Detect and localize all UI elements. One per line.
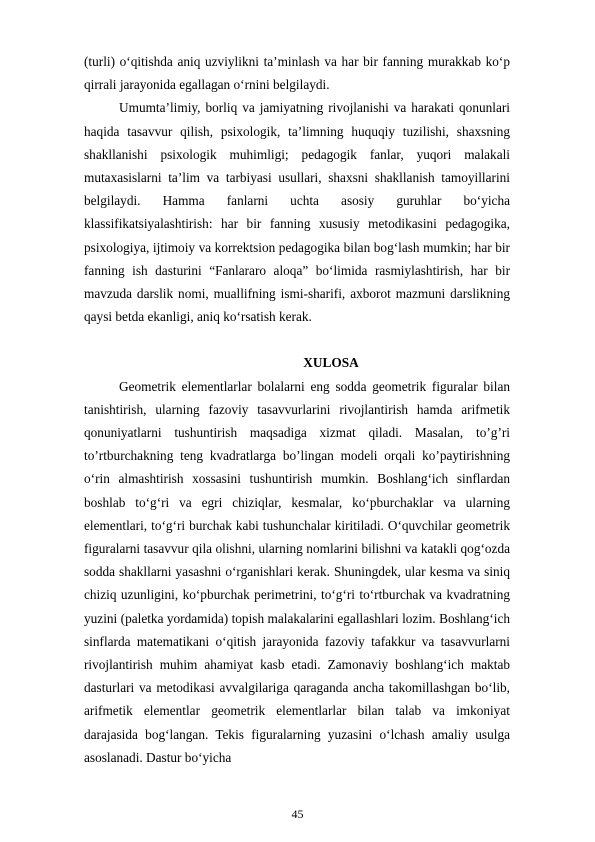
page-number: 45	[291, 807, 304, 821]
document-page	[84, 50, 510, 769]
paragraph-disciplines: Umumta’limiy, borliq va jamiyatning rivojlanishi va harakati qonunlari haqida tasavvur qilish, psixologik, ta’limning huquqiy tuzilishi, shaxsning shakllanishi psixologik muhimligi; pedagogik fanlar, yuqori malakali mutaxasislarni ta’lim va tarbiyasi usullari, shaxsni shakllanish tamoyillarini belgilaydi. Hamma fanlarni uchta asosiy guruhlar bo‘yicha klassifikatsiyalashtirish: har bir fanning xususiy metodikasini pedagogika, psixologiya, ijtimoiy va korrektsion pedagogika bilan bog‘lash mumkin; har bir fanning ish dasturini “Fanlararo aloqa” bo‘limida rasmiylashtirish, har bir mavzuda darslik nomi, muallifning ismi-sharifi, axborot mazmuni darslikning qaysi betda ekanligi, aniq ko‘rsatish kerak.	[84, 100, 510, 325]
paragraph-continuation: (turli) o‘qitishda aniq uzviylikni ta’minlash va har bir fanning murakkab ko‘p qirrali jarayonida egallagan o‘rnini belgilaydi.	[84, 54, 510, 93]
section-heading-xulosa: XULOSA	[303, 355, 359, 371]
paragraph-conclusion: Geometrik elementlarlar bolalarni eng sodda geometrik figuralar bilan tanishtirish, ularning fazoviy tasavvurlarini rivojlantirish hamda arifmetik qonuniyatlarni tushuntirish maqsadiga xizmat qiladi. Masalan, to’g’ri to’rtburchakning teng kvadratlarga bo’lingan modeli orqali ko’paytirishning o‘rin almashtirish xossasini tushuntirish mumkin. Boshlang‘ich sinflardan boshlab to‘g‘ri va egri chiziqlar, kesmalar, ko‘pburchaklar va ularning elementlari, to‘g‘ri burchak kabi tushunchalar kiritiladi. O‘quvchilar geometrik figuralarni tasavvur qila olishni, ularning nomlarini bilishni va katakli qog‘ozda sodda shakllarni yasashni o‘rganishlari kerak. Shuningdek, ular kesma va siniq chiziq uzunligini, ko‘pburchak perimetrini, to‘g‘ri to‘rtburchak va kvadratning yuzini (paletka yordamida) topish malakalarini egallashlari lozim. Boshlang‘ich sinflarda matematikani o‘qitish jarayonida fazoviy tafakkur va tasavvurlarni rivojlantirish muhim ahamiyat kasb etadi. Zamonaviy boshlang‘ich maktab dasturlari va metodikasi avvalgilariga qaraganda ancha takomillashgan bo‘lib, arifmetik elementlar geometrik elementlarlar bilan talab va imkoniyat darajasida bog‘langan. Tekis figuralarning yuzasini o‘lchash amaliy usulga asoslanadi. Dastur bo‘yicha	[84, 378, 510, 765]
